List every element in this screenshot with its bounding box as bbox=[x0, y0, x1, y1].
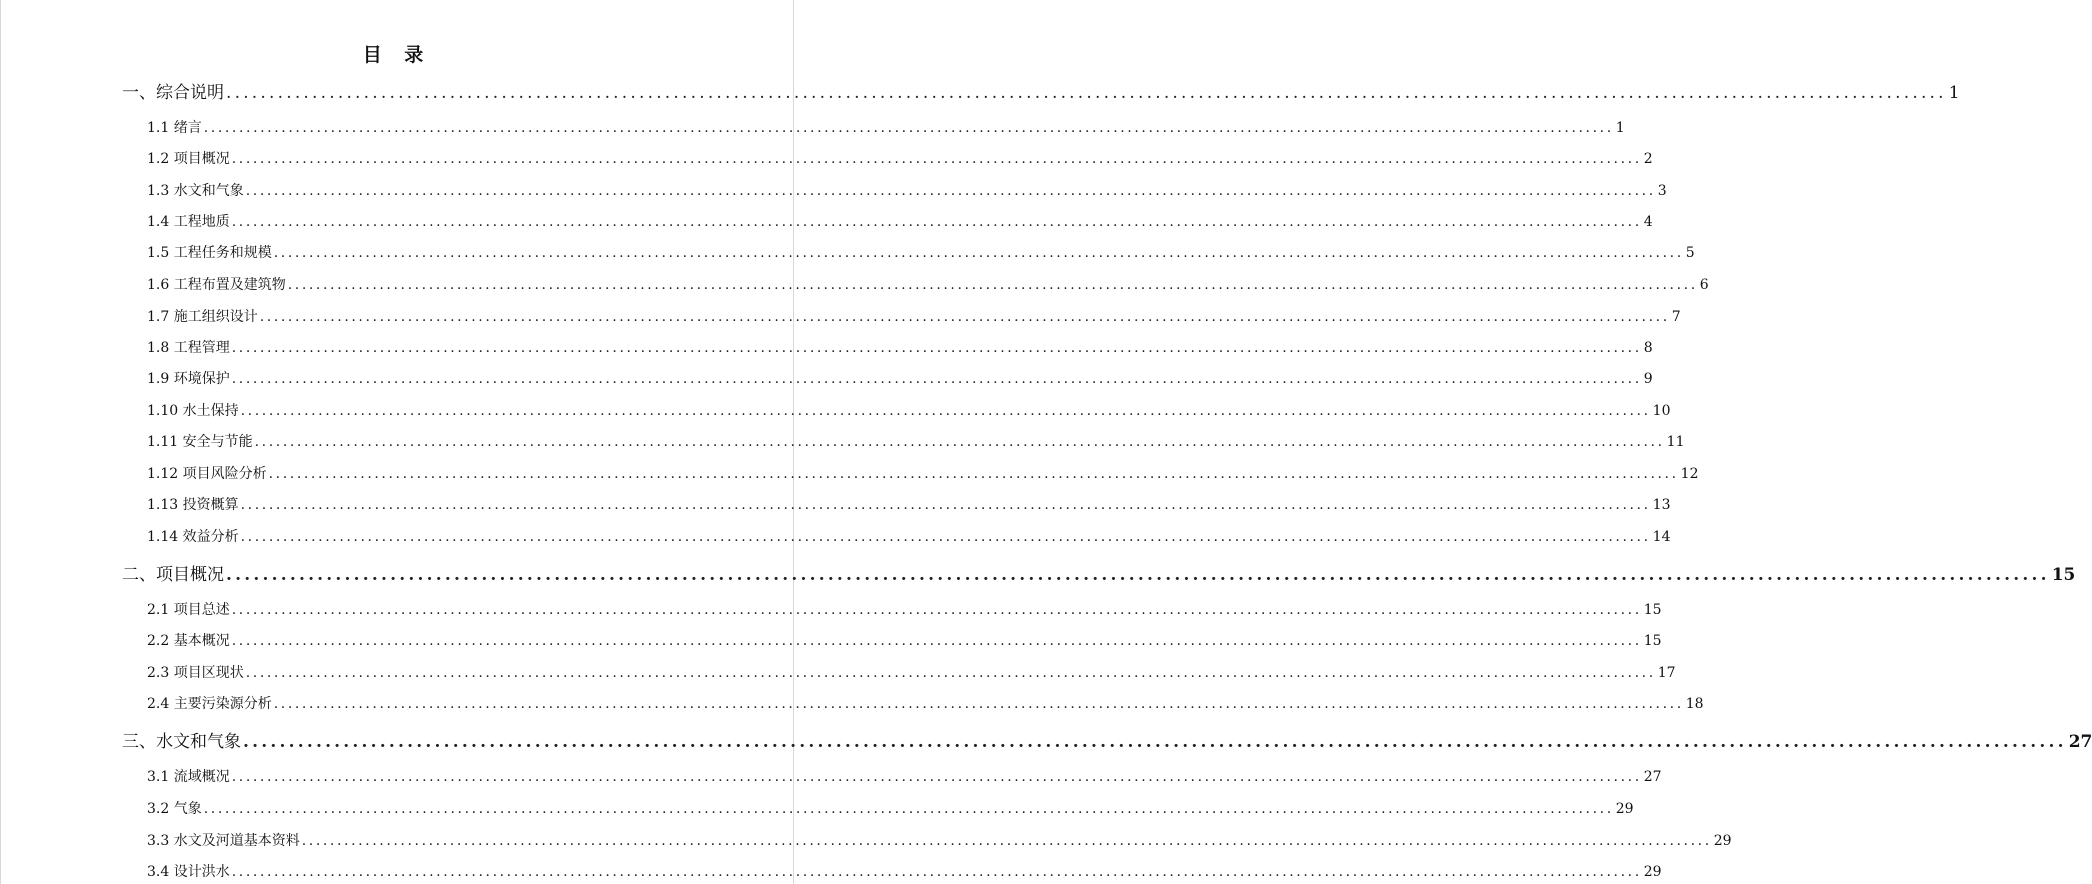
toc-chapter-entry[interactable] bbox=[122, 727, 2092, 752]
toc-section-entry[interactable] bbox=[147, 431, 1685, 451]
toc-section-entry[interactable] bbox=[147, 830, 1732, 850]
toc-page-number: 11 bbox=[1666, 434, 1685, 450]
toc-page-number: 8 bbox=[1643, 340, 1653, 356]
toc-entry-label: 1.4 工程地质 bbox=[147, 214, 230, 230]
toc-entry-label: 1.3 水文和气象 bbox=[147, 183, 244, 199]
toc-leader-dots: ........................................................................................................................................................................................................ bbox=[240, 403, 1651, 419]
toc-entry-label: 3.4 设计洪水 bbox=[147, 864, 230, 880]
toc-entry-label: 1.13 投资概算 bbox=[147, 497, 239, 513]
toc-entry-label: 1.14 效益分析 bbox=[147, 529, 239, 545]
toc-page-number: 14 bbox=[1652, 529, 1671, 545]
page-left-edge bbox=[0, 0, 1, 884]
toc-page-number: 9 bbox=[1643, 371, 1653, 387]
toc-leader-dots: ........................................................................................................................................................................................................ bbox=[243, 732, 2067, 752]
toc-leader-dots: ........................................................................................................................................................................................................ bbox=[203, 801, 1614, 817]
toc-leader-dots: ........................................................................................................................................................................................................ bbox=[231, 769, 1642, 785]
toc-page-number: 1 bbox=[1615, 120, 1625, 136]
toc-page-number: 13 bbox=[1652, 497, 1671, 513]
toc-leader-dots: ........................................................................................................................................................................................................ bbox=[273, 696, 1684, 712]
toc-entry-label: 2.1 项目总述 bbox=[147, 602, 230, 618]
toc-entry-label: 二、项目概况 bbox=[122, 565, 224, 585]
toc-entry-label: 三、水文和气象 bbox=[122, 732, 241, 752]
toc-page-number: 2 bbox=[1643, 151, 1653, 167]
toc-leader-dots: ........................................................................................................................................................................................................ bbox=[273, 245, 1684, 261]
toc-section-entry[interactable] bbox=[147, 306, 1681, 326]
toc-section-entry[interactable] bbox=[147, 148, 1653, 168]
toc-entry-label: 3.3 水文及河道基本资料 bbox=[147, 833, 300, 849]
toc-section-entry[interactable] bbox=[147, 766, 1662, 786]
toc-entry-label: 1.12 项目风险分析 bbox=[147, 466, 267, 482]
toc-entry-label: 3.2 气象 bbox=[147, 801, 202, 817]
toc-chapter-entry[interactable] bbox=[122, 560, 2076, 585]
toc-leader-dots: ........................................................................................................................................................................................................ bbox=[231, 371, 1642, 387]
toc-leader-dots: ........................................................................................................................................................................................................ bbox=[231, 340, 1642, 356]
toc-leader-dots: ........................................................................................................................................................................................................ bbox=[203, 120, 1614, 136]
toc-leader-dots: ........................................................................................................................................................................................................ bbox=[231, 633, 1642, 649]
toc-page-number: 29 bbox=[1713, 833, 1732, 849]
toc-leader-dots: ........................................................................................................................................................................................................ bbox=[287, 277, 1698, 293]
toc-section-entry[interactable] bbox=[147, 368, 1653, 388]
toc-section-entry[interactable] bbox=[147, 337, 1653, 357]
toc-page-number: 29 bbox=[1643, 864, 1662, 880]
toc-title: 目 录 bbox=[362, 44, 432, 66]
toc-entry-label: 1.2 项目概况 bbox=[147, 151, 230, 167]
toc-page-number: 15 bbox=[1643, 633, 1662, 649]
toc-section-entry[interactable] bbox=[147, 662, 1676, 682]
toc-entry-label: 一、综合说明 bbox=[122, 83, 224, 103]
toc-section-entry[interactable] bbox=[147, 463, 1699, 483]
toc-section-entry[interactable] bbox=[147, 494, 1671, 514]
toc-leader-dots: ........................................................................................................................................................................................................ bbox=[231, 864, 1642, 880]
toc-entry-label: 2.4 主要污染源分析 bbox=[147, 696, 272, 712]
toc-leader-dots: ........................................................................................................................................................................................................ bbox=[240, 497, 1651, 513]
toc-leader-dots: ........................................................................................................................................................................................................ bbox=[226, 565, 2050, 585]
toc-section-entry[interactable] bbox=[147, 798, 1634, 818]
toc-page-number: 5 bbox=[1685, 245, 1695, 261]
toc-section-entry[interactable] bbox=[147, 630, 1662, 650]
toc-section-entry[interactable] bbox=[147, 180, 1667, 200]
toc-leader-dots: ........................................................................................................................................................................................................ bbox=[259, 309, 1670, 325]
toc-leader-dots: ........................................................................................................................................................................................................ bbox=[245, 665, 1656, 681]
toc-page-number: 17 bbox=[1657, 665, 1676, 681]
toc-page-number: 18 bbox=[1685, 696, 1704, 712]
toc-section-entry[interactable] bbox=[147, 242, 1695, 262]
toc-page-number: 1 bbox=[1948, 83, 1960, 103]
toc-entry-label: 1.9 环境保护 bbox=[147, 371, 230, 387]
toc-entry-label: 2.2 基本概况 bbox=[147, 633, 230, 649]
toc-page-number: 27 bbox=[1643, 769, 1662, 785]
toc-page-number: 15 bbox=[1643, 602, 1662, 618]
toc-leader-dots: ........................................................................................................................................................................................................ bbox=[231, 214, 1642, 230]
toc-page-number: 6 bbox=[1699, 277, 1709, 293]
toc-page-number: 4 bbox=[1643, 214, 1653, 230]
toc-leader-dots: ........................................................................................................................................................................................................ bbox=[254, 434, 1665, 450]
toc-section-entry[interactable] bbox=[147, 693, 1704, 713]
toc-entry-label: 1.1 绪言 bbox=[147, 120, 202, 136]
toc-chapter-entry[interactable] bbox=[122, 78, 1960, 103]
toc-page-number: 29 bbox=[1615, 801, 1634, 817]
toc-leader-dots: ........................................................................................................................................................................................................ bbox=[268, 466, 1679, 482]
toc-page-number: 3 bbox=[1657, 183, 1667, 199]
toc-entry-label: 3.1 流域概况 bbox=[147, 769, 230, 785]
toc-leader-dots: ........................................................................................................................................................................................................ bbox=[231, 602, 1642, 618]
toc-entry-label: 1.8 工程管理 bbox=[147, 340, 230, 356]
toc-entry-label: 1.7 施工组织设计 bbox=[147, 309, 258, 325]
toc-page-number: 7 bbox=[1671, 309, 1681, 325]
toc-section-entry[interactable] bbox=[147, 211, 1653, 231]
toc-entry-label: 1.11 安全与节能 bbox=[147, 434, 253, 450]
toc-entry-label: 1.10 水土保持 bbox=[147, 403, 239, 419]
toc-page-number: 12 bbox=[1680, 466, 1699, 482]
toc-page-number: 27 bbox=[2068, 732, 2092, 752]
toc-section-entry[interactable] bbox=[147, 400, 1671, 420]
toc-page-number: 15 bbox=[2051, 565, 2076, 585]
toc-entry-label: 2.3 项目区现状 bbox=[147, 665, 244, 681]
toc-leader-dots: ........................................................................................................................................................................................................ bbox=[231, 151, 1642, 167]
toc-leader-dots: ........................................................................................................................................................................................................ bbox=[226, 83, 1947, 103]
toc-leader-dots: ........................................................................................................................................................................................................ bbox=[240, 529, 1651, 545]
toc-section-entry[interactable] bbox=[147, 861, 1662, 881]
toc-entry-label: 1.6 工程布置及建筑物 bbox=[147, 277, 286, 293]
toc-leader-dots: ........................................................................................................................................................................................................ bbox=[245, 183, 1656, 199]
toc-section-entry[interactable] bbox=[147, 274, 1709, 294]
toc-section-entry[interactable] bbox=[147, 117, 1625, 137]
toc-section-entry[interactable] bbox=[147, 526, 1671, 546]
toc-entry-label: 1.5 工程任务和规模 bbox=[147, 245, 272, 261]
toc-page-number: 10 bbox=[1652, 403, 1671, 419]
toc-leader-dots: ........................................................................................................................................................................................................ bbox=[301, 833, 1712, 849]
toc-section-entry[interactable] bbox=[147, 599, 1662, 619]
